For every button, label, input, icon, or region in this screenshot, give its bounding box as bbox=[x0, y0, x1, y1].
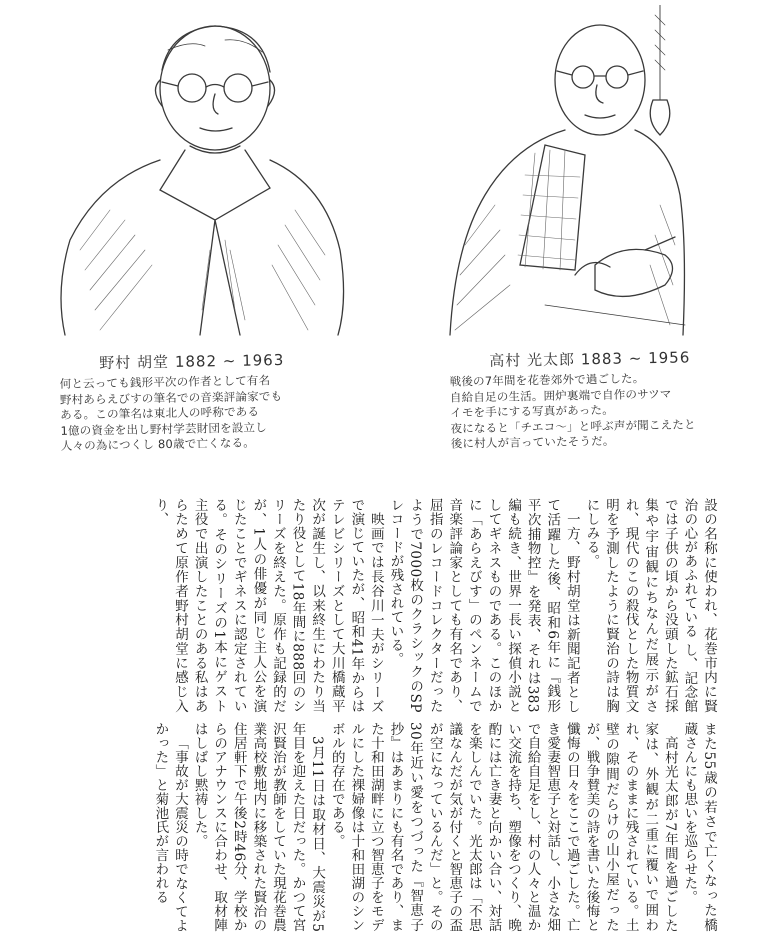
nomura-caption bbox=[59, 347, 391, 454]
nomura-caption-line: ある。この筆名は東北人の呼称である bbox=[60, 404, 260, 422]
nomura-caption-heading: 野村 胡堂 1882 ~ 1963 bbox=[99, 350, 285, 373]
article-paragraph: また55歳の若さで亡くなった橋蔵さんにも思いを巡らせた。 bbox=[681, 722, 717, 932]
takamura-caption-heading: 高村 光太郎 1883 ~ 1956 bbox=[489, 348, 691, 370]
article-lower-tier bbox=[48, 722, 718, 932]
article-paragraph: 高村光太郎が7年間を過ごした家は、外観が二重に覆いで囲われ、そのままに残されている。土壁の隙間だらけの山小屋だったが、戦争賛美の詩を書いた後悔と懺悔の日々をここで過ごした。亡き愛妻智恵子と対話し、小さな畑で自給自足をし、村の人々と温かい交流を持ち、塑像をつくり、晩酌には亡き妻と向かい合い、対話を楽しんでいた。光太郎は「不思議なんだが気が付くと智恵子の盃が空になっているんだ」と。その30年近い愛をつづった『智恵子抄』はあまりにも有名であり、また十和田湖畔に立つ智恵子をモデルにした裸婦像は十和田湖のシンボル的存在である。 bbox=[328, 722, 678, 932]
nomura-caption-line: 野村あらえびすの筆名での音楽評論家でも bbox=[59, 388, 283, 407]
article-paragraph: 設の名称に使われ、花巻市内に賢治の心があふれている し、記念館では子供の頃から没頭した鉱石採集や宇宙観にちなんだ展示がされ、現代のこの殺伐とした物質文明を予測したように賢治の詩は胸にしみる。 bbox=[583, 498, 717, 713]
nomura-caption-line: 何と云っても銭形平次の作者として有名 bbox=[59, 373, 271, 391]
nomura-caption-line: 1億の資金を出し野村学芸財団を設立し bbox=[60, 419, 268, 438]
nomura-caption-line: 人々の為につくし 80歳で亡くなる。 bbox=[60, 435, 256, 453]
takamura-caption bbox=[449, 345, 751, 452]
article-paragraph: 映画では長谷川一夫がシリーズで演じていたが、昭和41年からはテレビシリーズとして大川橋蔵平次が誕生し、以来終生にわたり当たり役として18年間に888回のシリーズを終えた。原作も記録的だが、1人の俳優が同じ主人公を演じたことでギネスに認定されている。そのシリーズの1本にゲスト主役で出演したことのある私はあらためて原作者野村胡堂に感じ入り、 bbox=[152, 498, 384, 713]
article-paragraph: 「事故が大震災の時でなくてよかった」と菊池氏が言われる bbox=[152, 722, 188, 932]
takamura-caption-line: 後に村人が言っていたそうだ。 bbox=[450, 433, 615, 451]
article-upper-tier bbox=[48, 498, 718, 713]
takamura-caption-line: イモを手にする写真があった。 bbox=[450, 402, 615, 420]
article-paragraph: 一方、野村胡堂は新聞記者として活躍した後、昭和6年に『銭形平次捕物控』を発表、それは383編も続き、世界一長い探偵小説としてギネスものである。このほかに「あらえびす」のペンネームで音楽評論家としても有名であり、屈指のレコードコレクターだったようで7000枚のクラシックのSPレコードが残されている。 bbox=[387, 498, 580, 713]
takamura-caption-line: 夜になると「チエコ〜」と呼ぶ声が聞こえたと bbox=[450, 416, 696, 436]
article-paragraph: 3月11日は取材日、大震災が5年目を迎えた日だった。かつて宮沢賢治が教師をしていた現花巻農業高校敷地内に移築された賢治の住居軒下で午後2時46分、学校からのアナウンスに合わせ、取材陣はしばし黙祷した。 bbox=[191, 722, 326, 932]
takamura-caption-line: 自給自足の生活。囲炉裏端で自作のサツマ bbox=[449, 386, 672, 405]
takamura-caption-line: 戦後の7年間を花巻郊外で過ごした。 bbox=[449, 371, 645, 389]
takamura-portrait-sketch bbox=[425, 5, 725, 340]
nomura-portrait-sketch bbox=[40, 10, 350, 340]
